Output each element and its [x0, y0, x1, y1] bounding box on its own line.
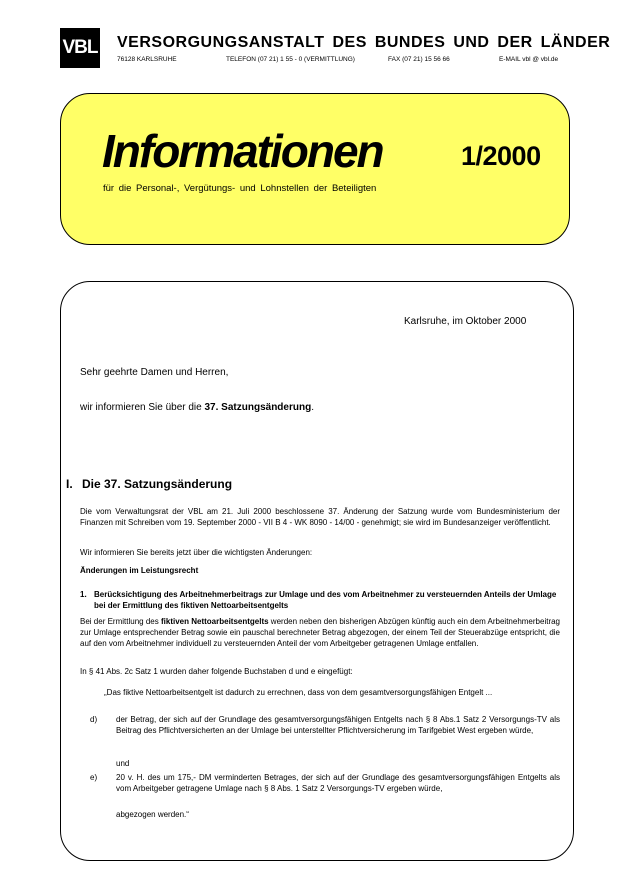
item-e: [90, 772, 560, 794]
conjunction-und: und: [116, 759, 130, 768]
place-date: Karlsruhe, im Oktober 2000: [404, 316, 527, 327]
banner-title: Informationen: [102, 125, 383, 177]
intro-line: [80, 402, 314, 413]
para3-suffix: werden neben den bisherigen Abzügen künftig auch ein dem Arbeitnehmerbeitrag zur Umlage entsprechender Betrag sowie ein pauschal berechneter Betrag abgezogen, der einem Teil der Steuerabzüge entspricht, die auf den vom Arbeitnehmer individuell zu versteuernden Anteil der vom Arbeitgeber getragenen Umlage entfallen.: [80, 617, 561, 648]
organization-title: VERSORGUNGSANSTALT DES BUNDES UND DER LÄNDER: [117, 34, 611, 51]
banner-subtitle: für die Personal-, Vergütungs- und Lohnstellen der Beteiligten: [103, 183, 377, 194]
email: E-MAIL vbl @ vbl.de: [499, 56, 559, 63]
closing-quote: abgezogen werden.“: [116, 810, 189, 819]
item-d: [90, 714, 560, 736]
intro-suffix: .: [311, 402, 314, 413]
intro-prefix: wir informieren Sie über die: [80, 402, 205, 413]
section-title: Die 37. Satzungsänderung: [82, 477, 233, 491]
vbl-logo: VBL: [60, 28, 100, 68]
paragraph-approval: Die vom Verwaltungsrat der VBL am 21. Juli 2000 beschlossene 37. Änderung der Satzung wurde vom Bundesministerium der Finanzen mit Schreiben vom 19. September 2000 - VII B 4 - WK 8090 - 14/00 - genehmigt; sie wird im Bundesanzeiger veröffentlicht.: [80, 507, 560, 527]
list-item-1: [80, 589, 560, 611]
list-item-1-title: Berücksichtigung des Arbeitnehmerbeitrags zur Umlage und des vom Arbeitnehmer zu versteuernden Anteils der Umlage bei der Ermittlung des fiktiven Nettoarbeitsentgelts: [94, 590, 557, 610]
list-item-1-number: 1.: [80, 590, 87, 599]
address: 76128 KARLSRUHE: [117, 56, 177, 63]
item-e-text: 20 v. H. des um 175,- DM verminderten Betrages, der sich auf der Grundlage des gesamtversorgungsfähigen Entgelts als vom Arbeitgeber getragene Umlage nach § 8 Abs. 1 Satz 2 Versorgungs-TV ergeben würde,: [116, 773, 560, 793]
paragraph-overview: Wir informieren Sie bereits jetzt über die wichtigsten Änderungen:: [80, 548, 313, 557]
paragraph-amendment: In § 41 Abs. 2c Satz 1 wurden daher folgende Buchstaben d und e eingefügt:: [80, 667, 353, 676]
salutation: Sehr geehrte Damen und Herren,: [80, 367, 229, 378]
section-heading: [66, 477, 232, 491]
item-e-label: e): [90, 773, 98, 782]
subheading-benefits: Änderungen im Leistungsrecht: [80, 566, 199, 575]
para3-bold: fiktiven Nettoarbeitsentgelts: [160, 617, 269, 626]
paragraph-net-income: [80, 616, 560, 649]
phone: TELEFON (07 21) 1 55 - 0 (VERMITTLUNG): [226, 56, 355, 63]
section-number: I.: [66, 477, 73, 491]
quote-text: „Das fiktive Nettoarbeitsentgelt ist dadurch zu errechnen, dass von dem gesamtversorgungsfähigen Entgelt ...: [104, 688, 493, 697]
item-d-text: der Betrag, der sich auf der Grundlage des gesamtversorgungsfähigen Entgelts nach § 8 Abs.1 Satz 2 Versorgungs-TV als Beitrag des Pflichtversicherten an der Umlage bei unterstellter Pflichtversicherung im Tarifgebiet West ergeben würde,: [116, 715, 560, 735]
intro-bold: 37. Satzungsänderung: [204, 402, 312, 413]
item-d-label: d): [90, 715, 98, 724]
para3-prefix: Bei der Ermittlung des: [80, 617, 161, 626]
fax: FAX (07 21) 15 56 66: [388, 56, 450, 63]
banner-issue: 1/2000: [461, 141, 541, 171]
